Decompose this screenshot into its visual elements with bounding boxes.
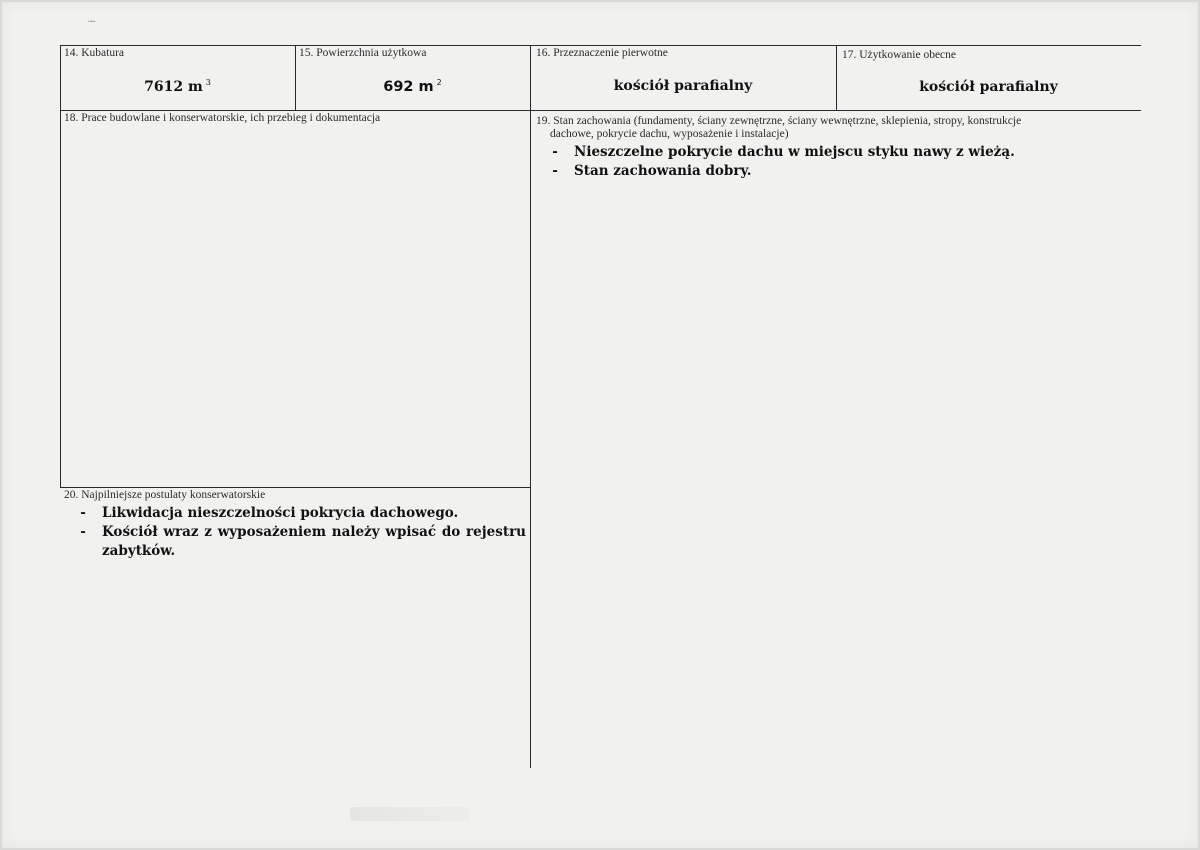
bullet-dash: -: [80, 524, 86, 540]
list-item: [548, 143, 1128, 162]
bullet-dash: -: [80, 505, 86, 521]
postulaty-item-text: Kościół wraz z wyposażeniem należy wpisać do rejestru zabytków.: [102, 524, 526, 559]
stan-label-line1: 19. Stan zachowania (fundamenty, ściany zewnętrzne, ściany wewnętrzne, sklepienia, stropy, konstrukcje: [536, 115, 1022, 127]
stan-item-text: Nieszczelne pokrycie dachu w miejscu styku nawy z wieżą.: [574, 144, 1015, 160]
przeznaczenie-value: kościół parafialny: [613, 78, 753, 94]
list-item: [76, 504, 526, 523]
stan-list: [548, 143, 1128, 181]
stan-label: [536, 115, 1136, 141]
bullet-dash: -: [552, 144, 558, 160]
faint-stamp-mark: [350, 807, 470, 821]
kubatura-unit-sup: 3: [205, 78, 211, 87]
postulaty-list: [76, 504, 526, 561]
bullet-dash: -: [552, 163, 558, 179]
powierzchnia-value: [295, 78, 530, 95]
list-item: [548, 162, 1128, 181]
grid-line-left: [60, 45, 61, 487]
przeznaczenie-label: 16. Przeznaczenie pierwotne: [536, 47, 668, 59]
postulaty-label: 20. Najpilniejsze postulaty konserwatorskie: [64, 489, 266, 501]
uzytkowanie-label: 17. Użytkowanie obecne: [842, 49, 957, 61]
kubatura-value: [60, 78, 295, 95]
grid-line-row2-left-bottom: [60, 487, 530, 488]
powierzchnia-unit-sup: 2: [436, 78, 442, 87]
grid-line-col3: [836, 45, 837, 110]
grid-line-top: [60, 45, 1141, 46]
grid-line-center: [530, 45, 531, 768]
kubatura-value-text: 7612 m: [144, 79, 203, 95]
powierzchnia-value-text: 692 m: [383, 79, 434, 95]
scan-smudge: ~~·: [88, 18, 95, 26]
prace-label: 18. Prace budowlane i konserwatorskie, ich przebieg i dokumentacja: [64, 112, 381, 124]
stan-item-text: Stan zachowania dobry.: [574, 163, 752, 179]
grid-line-row1-bottom: [60, 110, 1141, 111]
uzytkowanie-value: kościół parafialny: [919, 79, 1058, 95]
list-item: [76, 523, 526, 561]
postulaty-item-text: Likwidacja nieszczelności pokrycia dachowego.: [102, 505, 459, 521]
stan-label-line2: dachowe, pokrycie dachu, wyposażenie i instalacje): [550, 128, 789, 140]
powierzchnia-label: 15. Powierzchnia użytkowa: [299, 47, 427, 59]
kubatura-label: 14. Kubatura: [64, 47, 125, 59]
